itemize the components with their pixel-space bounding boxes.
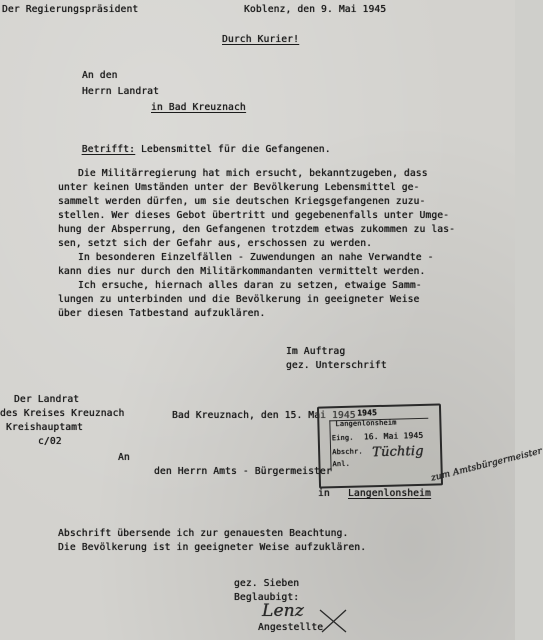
stamp-eing-label: Eing. <box>331 433 354 443</box>
subject-text: Lebensmittel für die Gefangenen. <box>141 144 331 155</box>
recipient-title: Herrn Landrat <box>82 86 160 97</box>
copy-note: Abschrift übersende ich zur genauesten Beachtung. <box>58 528 349 539</box>
body-line: hung der Absperrung, den Gefangenen trotzdem etwas zukommen zu las- <box>58 224 456 235</box>
stamp-date: 16. Mai 1945 <box>363 430 424 442</box>
second-sender-line: c/02 <box>38 436 62 447</box>
body-line: unter keinen Umständen unter der Bevölkerung Lebensmittel ge- <box>58 182 420 193</box>
closing-employee: Angestellte <box>258 622 324 633</box>
recipient-place: in Bad Kreuznach <box>151 102 246 113</box>
second-recipient-in: in <box>318 488 330 499</box>
stamp-year: 1945 <box>357 408 378 418</box>
body-line: lungen zu unterbinden und die Bevölkerung in geeigneter Weise <box>58 294 420 305</box>
stamp-handwriting: Tüchtig <box>371 443 424 461</box>
second-place-date: Bad Kreuznach, den 15. Mai 1945 <box>172 410 356 421</box>
second-recipient-place: Langenlonsheim <box>348 488 431 499</box>
handwritten-signature: Lenz <box>262 601 304 621</box>
delivery-note: Durch Kurier! <box>222 34 300 45</box>
stamp-office: Langenlonsheim <box>335 418 397 429</box>
body-line: stellen. Wer dieses Gebot übertritt und gegebenenfalls unter Umge- <box>58 210 450 221</box>
closing-signature-note: gez. Unterschrift <box>286 360 387 371</box>
closing-in-auftrag: Im Auftrag <box>286 346 346 357</box>
second-sender-line: des Kreises Kreuznach <box>0 408 125 419</box>
second-recipient-line: den Herrn Amts - Bürgermeister <box>154 466 332 477</box>
inform-note: Die Bevölkerung ist in geeigneter Weise aufzuklären. <box>58 542 367 553</box>
received-stamp <box>317 403 443 488</box>
body-line: In besonderen Einzelfällen - Zuwendungen an nahe Verwandte - <box>78 252 434 263</box>
second-recipient-an: An <box>118 452 130 463</box>
signature-flourish <box>316 606 356 636</box>
body-line: sammelt werden dürfen, um sie deutschen Kriegsgefangenen zuzu- <box>58 196 426 207</box>
margin-handwriting: zum Amtsbürgermeister <box>430 446 543 484</box>
sender: Der Regierungspräsident <box>2 4 139 15</box>
stamp-anl-label: Anl. <box>332 459 351 469</box>
place-date: Koblenz, den 9. Mai 1945 <box>244 4 387 15</box>
body-line: Ich ersuche, hiernach alles daran zu setzen, etwaige Samm- <box>78 280 422 291</box>
body-line: sen, setzt sich der Gefahr aus, erschossen zu werden. <box>58 238 373 249</box>
subject-label: Betrifft: <box>81 144 136 155</box>
stamp-abschr-label: Abschr. <box>332 447 363 457</box>
closing-certified: Beglaubigt: <box>234 592 300 603</box>
closing-signed: gez. Sieben <box>234 578 300 589</box>
second-sender-line: Kreishauptamt <box>6 422 84 433</box>
body-line: über diesen Tatbestand aufzuklären. <box>58 308 266 319</box>
recipient-an: An den <box>82 70 118 81</box>
subject <box>58 132 331 168</box>
body-line: Die Militärregierung hat mich ersucht, bekanntzugeben, dass <box>78 168 428 179</box>
body-line: kann dies nur durch den Militärkommandanten vermittelt werden. <box>58 266 426 277</box>
second-sender-line: Der Landrat <box>14 394 80 405</box>
